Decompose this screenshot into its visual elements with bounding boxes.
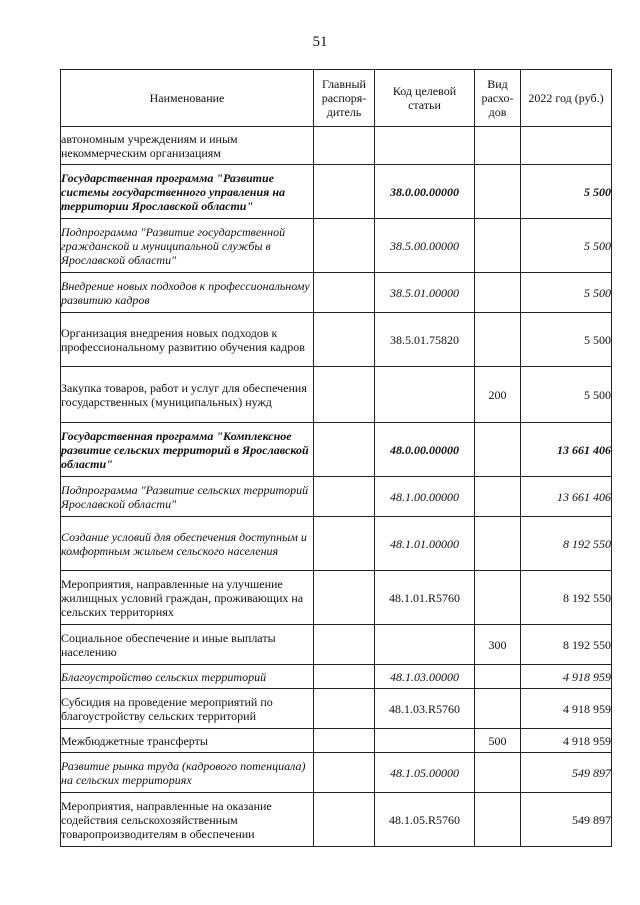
row-target-code: 38.5.01.00000 [375,273,475,313]
row-target-code [375,729,475,753]
row-expense-type [475,571,521,625]
row-name: автономным учреждениям и иным некоммерческим организациям [61,127,314,165]
row-main-manager [314,729,375,753]
row-target-code: 48.0.00.00000 [375,423,475,477]
row-name: Субсидия на проведение мероприятий по благоустройству сельских территорий [61,689,314,729]
row-target-code [375,367,475,423]
row-expense-type: 300 [475,625,521,665]
row-amount: 8 192 550 [521,625,612,665]
row-amount: 13 661 406 [521,477,612,517]
row-name: Организация внедрения новых подходов к профессиональному развитию обучения кадров [61,313,314,367]
row-expense-type [475,793,521,847]
row-amount: 4 918 959 [521,665,612,689]
row-expense-type [475,477,521,517]
row-name: Социальное обеспечение и иные выплаты населению [61,625,314,665]
row-target-code: 48.1.03.00000 [375,665,475,689]
row-target-code: 48.1.05.00000 [375,753,475,793]
row-main-manager [314,517,375,571]
row-amount: 8 192 550 [521,517,612,571]
budget-table [60,69,612,847]
header-expense-type: Вид расхо-дов [475,70,521,127]
row-main-manager [314,571,375,625]
row-amount: 5 500 [521,219,612,273]
row-amount: 5 500 [521,273,612,313]
row-name: Мероприятия, направленные на оказание содействия сельскохозяйственным товаропроизводителям в обеспечении [61,793,314,847]
row-expense-type [475,689,521,729]
row-expense-type [475,313,521,367]
row-main-manager [314,793,375,847]
row-target-code: 48.1.00.00000 [375,477,475,517]
row-amount: 4 918 959 [521,729,612,753]
row-main-manager [314,273,375,313]
table-row [61,665,612,689]
row-name: Создание условий для обеспечения доступным и комфортным жильем сельского населения [61,517,314,571]
header-year-2022: 2022 год (руб.) [521,70,612,127]
row-amount: 4 918 959 [521,689,612,729]
row-expense-type [475,127,521,165]
row-name: Подпрограмма "Развитие государственной гражданской и муниципальной службы в Ярославской области" [61,219,314,273]
row-expense-type [475,273,521,313]
header-target-code: Код целевой статьи [375,70,475,127]
table-row [61,313,612,367]
page-number: 51 [312,34,328,50]
row-main-manager [314,753,375,793]
row-name: Государственная программа "Развитие системы государственного управления на территории Ярославской области" [61,165,314,219]
row-name: Межбюджетные трансферты [61,729,314,753]
row-target-code: 48.1.01.R5760 [375,571,475,625]
table-row [61,517,612,571]
row-main-manager [314,127,375,165]
row-expense-type [475,753,521,793]
table-row [61,793,612,847]
row-amount: 5 500 [521,313,612,367]
table-row [61,219,612,273]
row-name: Внедрение новых подходов к профессиональному развитию кадров [61,273,314,313]
row-target-code: 38.5.01.75820 [375,313,475,367]
row-amount: 8 192 550 [521,571,612,625]
row-amount: 5 500 [521,367,612,423]
row-expense-type: 500 [475,729,521,753]
row-expense-type: 200 [475,367,521,423]
table-row [61,753,612,793]
table-row [61,273,612,313]
row-main-manager [314,165,375,219]
row-amount: 549 897 [521,753,612,793]
table-row [61,689,612,729]
row-name: Подпрограмма "Развитие сельских территорий Ярославской области" [61,477,314,517]
row-main-manager [314,367,375,423]
row-main-manager [314,689,375,729]
table-row [61,165,612,219]
row-target-code: 38.5.00.00000 [375,219,475,273]
row-amount: 549 897 [521,793,612,847]
row-main-manager [314,423,375,477]
table-row [61,127,612,165]
row-expense-type [475,517,521,571]
row-main-manager [314,313,375,367]
row-target-code: 48.1.03.R5760 [375,689,475,729]
table-row [61,571,612,625]
row-expense-type [475,423,521,477]
row-main-manager [314,625,375,665]
row-expense-type [475,165,521,219]
row-target-code [375,625,475,665]
row-amount: 13 661 406 [521,423,612,477]
row-main-manager [314,665,375,689]
row-name: Благоустройство сельских территорий [61,665,314,689]
table-header-row [61,70,612,127]
table-row [61,625,612,665]
row-target-code: 38.0.00.00000 [375,165,475,219]
row-expense-type [475,219,521,273]
header-main-manager: Главный распоря-дитель [314,70,375,127]
row-amount [521,127,612,165]
row-amount: 5 500 [521,165,612,219]
table-row [61,367,612,423]
row-main-manager [314,477,375,517]
row-name: Мероприятия, направленные на улучшение жилищных условий граждан, проживающих на сельских территориях [61,571,314,625]
row-target-code [375,127,475,165]
table-row [61,423,612,477]
row-name: Государственная программа "Комплексное развитие сельских территорий в Ярославской области" [61,423,314,477]
table-row [61,729,612,753]
row-name: Закупка товаров, работ и услуг для обеспечения государственных (муниципальных) нужд [61,367,314,423]
header-name: Наименование [61,70,314,127]
row-main-manager [314,219,375,273]
row-target-code: 48.1.05.R5760 [375,793,475,847]
row-target-code: 48.1.01.00000 [375,517,475,571]
row-expense-type [475,665,521,689]
row-name: Развитие рынка труда (кадрового потенциала) на сельских территориях [61,753,314,793]
table-row [61,477,612,517]
